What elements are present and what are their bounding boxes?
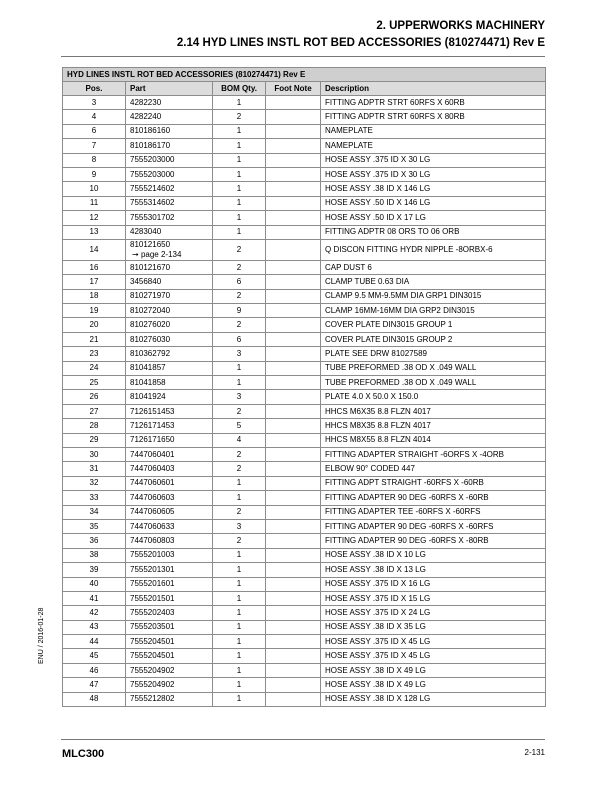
cell-description: HOSE ASSY .375 ID X 45 LG (321, 635, 546, 649)
cell-part: 7447060605 (126, 505, 213, 519)
cell-pos: 17 (63, 275, 126, 289)
cell-pos: 27 (63, 404, 126, 418)
col-header-foot-note: Foot Note (266, 82, 321, 96)
cell-pos: 19 (63, 304, 126, 318)
cell-foot-note (266, 167, 321, 181)
cell-description: ELBOW 90° CODED 447 (321, 462, 546, 476)
cell-foot-note (266, 519, 321, 533)
cell-description: FITTING ADPTR STRT 60RFS X 80RB (321, 110, 546, 124)
chapter-title: 2. UPPERWORKS MACHINERY (376, 20, 545, 32)
cell-pos: 30 (63, 447, 126, 461)
cell-description: FITTING ADPTR STRT 60RFS X 60RB (321, 96, 546, 110)
cell-part (126, 239, 213, 260)
arrow-right-icon: ➞ (132, 249, 141, 259)
cell-part: 7126171453 (126, 419, 213, 433)
cell-bom-qty: 3 (213, 347, 266, 361)
table-row (63, 563, 546, 577)
cell-pos: 44 (63, 635, 126, 649)
table-row (63, 678, 546, 692)
cell-foot-note (266, 124, 321, 138)
cell-bom-qty: 2 (213, 534, 266, 548)
cell-part: 810186160 (126, 124, 213, 138)
cell-part: 7555214602 (126, 182, 213, 196)
cell-bom-qty: 1 (213, 663, 266, 677)
col-header-part: Part (126, 82, 213, 96)
cell-description: COVER PLATE DIN3015 GROUP 2 (321, 332, 546, 346)
cell-part: 7555201003 (126, 548, 213, 562)
cell-part: 7555203501 (126, 620, 213, 634)
cell-bom-qty: 1 (213, 548, 266, 562)
cell-part: 7126151453 (126, 404, 213, 418)
cell-pos: 46 (63, 663, 126, 677)
section-title: 2.14 HYD LINES INSTL ROT BED ACCESSORIES (810274471) Rev E (176, 37, 545, 49)
cell-description: FITTING ADAPTER STRAIGHT -6ORFS X -4ORB (321, 447, 546, 461)
cell-pos: 7 (63, 139, 126, 153)
cell-part: 7126171650 (126, 433, 213, 447)
cell-foot-note (266, 96, 321, 110)
table-row (63, 404, 546, 418)
cell-foot-note (266, 692, 321, 706)
cell-part: 7447060601 (126, 476, 213, 490)
table-row (63, 318, 546, 332)
table-row (63, 182, 546, 196)
cell-pos: 38 (63, 548, 126, 562)
cell-part: 7447060401 (126, 447, 213, 461)
cell-foot-note (266, 447, 321, 461)
cell-part: 81041924 (126, 390, 213, 404)
cell-description: HOSE ASSY .375 ID X 15 LG (321, 591, 546, 605)
cell-description: HOSE ASSY .38 ID X 49 LG (321, 663, 546, 677)
cell-foot-note (266, 591, 321, 605)
table-row (63, 196, 546, 210)
cell-pos: 34 (63, 505, 126, 519)
table-row (63, 577, 546, 591)
table-row (63, 663, 546, 677)
cell-foot-note (266, 433, 321, 447)
cell-description: FITTING ADPT STRAIGHT -60RFS X -60RB (321, 476, 546, 490)
cell-description: HOSE ASSY .38 ID X 146 LG (321, 182, 546, 196)
cell-part: 810276030 (126, 332, 213, 346)
cell-bom-qty: 6 (213, 332, 266, 346)
cell-bom-qty: 1 (213, 476, 266, 490)
cell-description: PLATE 4.0 X 50.0 X 150.0 (321, 390, 546, 404)
cell-description: CLAMP 9.5 MM-9.5MM DIA GRP1 DIN3015 (321, 289, 546, 303)
cell-bom-qty: 2 (213, 260, 266, 274)
cell-part: 7555201301 (126, 563, 213, 577)
table-row (63, 548, 546, 562)
cell-pos: 32 (63, 476, 126, 490)
cell-bom-qty: 2 (213, 318, 266, 332)
cell-description: HOSE ASSY .375 ID X 45 LG (321, 649, 546, 663)
cell-part: 810121670 (126, 260, 213, 274)
cell-pos: 6 (63, 124, 126, 138)
table-row (63, 692, 546, 706)
cell-pos: 20 (63, 318, 126, 332)
cell-bom-qty: 1 (213, 577, 266, 591)
cell-bom-qty: 2 (213, 404, 266, 418)
cell-description: TUBE PREFORMED .38 OD X .049 WALL (321, 376, 546, 390)
cell-pos: 29 (63, 433, 126, 447)
table-row (63, 591, 546, 605)
cell-foot-note (266, 678, 321, 692)
page-reference-text: page 2-134 (140, 249, 182, 259)
cell-description: COVER PLATE DIN3015 GROUP 1 (321, 318, 546, 332)
cell-description: HOSE ASSY .375 ID X 30 LG (321, 167, 546, 181)
col-header-bom-qty: BOM Qty. (213, 82, 266, 96)
parts-table (62, 67, 546, 707)
table-row (63, 476, 546, 490)
cell-foot-note (266, 211, 321, 225)
cell-part: 7447060803 (126, 534, 213, 548)
cell-description: HOSE ASSY .38 ID X 49 LG (321, 678, 546, 692)
cell-description: HOSE ASSY .38 ID X 13 LG (321, 563, 546, 577)
cell-part: 810362792 (126, 347, 213, 361)
cell-bom-qty: 2 (213, 462, 266, 476)
cell-foot-note (266, 110, 321, 124)
cell-part: 810186170 (126, 139, 213, 153)
table-row (63, 139, 546, 153)
cell-bom-qty: 1 (213, 678, 266, 692)
cell-foot-note (266, 563, 321, 577)
cell-part: 7555201501 (126, 591, 213, 605)
cell-foot-note (266, 239, 321, 260)
cell-description: HOSE ASSY .38 ID X 10 LG (321, 548, 546, 562)
cell-bom-qty: 1 (213, 620, 266, 634)
table-row (63, 332, 546, 346)
cell-foot-note (266, 491, 321, 505)
cell-bom-qty: 1 (213, 606, 266, 620)
cell-part: 7555202403 (126, 606, 213, 620)
cell-bom-qty: 1 (213, 225, 266, 239)
cell-description: NAMEPLATE (321, 124, 546, 138)
table-row (63, 110, 546, 124)
cell-foot-note (266, 476, 321, 490)
col-header-pos: Pos. (63, 82, 126, 96)
cell-foot-note (266, 663, 321, 677)
cell-foot-note (266, 534, 321, 548)
table-caption: HYD LINES INSTL ROT BED ACCESSORIES (810274471) Rev E (63, 68, 546, 82)
parts-table-body (63, 96, 546, 707)
cell-pos: 10 (63, 182, 126, 196)
cell-foot-note (266, 361, 321, 375)
cell-part: 4282240 (126, 110, 213, 124)
cell-description: FITTING ADAPTER 90 DEG -60RFS X -80RB (321, 534, 546, 548)
cell-description: HOSE ASSY .50 ID X 17 LG (321, 211, 546, 225)
table-row (63, 433, 546, 447)
cell-description: CAP DUST 6 (321, 260, 546, 274)
cell-bom-qty: 2 (213, 239, 266, 260)
cell-foot-note (266, 577, 321, 591)
cell-description: FITTING ADAPTER TEE -60RFS X -60RFS (321, 505, 546, 519)
cell-description: HOSE ASSY .375 ID X 24 LG (321, 606, 546, 620)
cell-bom-qty: 1 (213, 196, 266, 210)
cell-description: HHCS M8X35 8.8 FLZN 4017 (321, 419, 546, 433)
cell-part: 81041857 (126, 361, 213, 375)
table-row (63, 347, 546, 361)
cell-part: 7447060603 (126, 491, 213, 505)
footer-page-number: 2-131 (524, 748, 545, 757)
cell-bom-qty: 1 (213, 139, 266, 153)
table-row (63, 505, 546, 519)
cell-bom-qty: 5 (213, 419, 266, 433)
cell-bom-qty: 1 (213, 591, 266, 605)
cell-pos: 16 (63, 260, 126, 274)
cell-pos: 48 (63, 692, 126, 706)
cell-foot-note (266, 304, 321, 318)
cell-bom-qty: 3 (213, 519, 266, 533)
cell-description: TUBE PREFORMED .38 OD X .049 WALL (321, 361, 546, 375)
cell-foot-note (266, 260, 321, 274)
cell-part: 7555204902 (126, 678, 213, 692)
cell-bom-qty: 1 (213, 124, 266, 138)
cell-description: HOSE ASSY .375 ID X 30 LG (321, 153, 546, 167)
cell-description: NAMEPLATE (321, 139, 546, 153)
table-row (63, 606, 546, 620)
cell-foot-note (266, 649, 321, 663)
cell-pos: 3 (63, 96, 126, 110)
cell-pos: 11 (63, 196, 126, 210)
side-date-stamp: ENU / 2016-01-28 (38, 607, 45, 664)
cell-foot-note (266, 153, 321, 167)
table-row (63, 239, 546, 260)
col-header-description: Description (321, 82, 546, 96)
cell-description: Q DISCON FITTING HYDR NIPPLE -8ORBX-6 (321, 239, 546, 260)
table-row (63, 620, 546, 634)
cell-bom-qty: 1 (213, 563, 266, 577)
cell-pos: 25 (63, 376, 126, 390)
cell-pos: 42 (63, 606, 126, 620)
page-reference-link[interactable] (130, 250, 208, 260)
table-row (63, 491, 546, 505)
cell-foot-note (266, 390, 321, 404)
cell-pos: 21 (63, 332, 126, 346)
cell-description: FITTING ADAPTER 90 DEG -60RFS X -60RFS (321, 519, 546, 533)
cell-foot-note (266, 275, 321, 289)
table-row (63, 361, 546, 375)
cell-pos: 35 (63, 519, 126, 533)
cell-description: HOSE ASSY .375 ID X 16 LG (321, 577, 546, 591)
cell-pos: 47 (63, 678, 126, 692)
cell-bom-qty: 9 (213, 304, 266, 318)
cell-foot-note (266, 404, 321, 418)
cell-pos: 9 (63, 167, 126, 181)
cell-part: 7555204501 (126, 635, 213, 649)
table-row (63, 304, 546, 318)
table-row (63, 289, 546, 303)
cell-foot-note (266, 419, 321, 433)
cell-pos: 14 (63, 239, 126, 260)
cell-bom-qty: 2 (213, 505, 266, 519)
cell-description: CLAMP 16MM-16MM DIA GRP2 DIN3015 (321, 304, 546, 318)
table-row (63, 390, 546, 404)
cell-part: 4282230 (126, 96, 213, 110)
part-number: 810121650 (130, 239, 171, 249)
table-row (63, 519, 546, 533)
cell-foot-note (266, 182, 321, 196)
cell-part: 7555204501 (126, 649, 213, 663)
cell-part: 3456840 (126, 275, 213, 289)
table-row (63, 124, 546, 138)
cell-bom-qty: 2 (213, 447, 266, 461)
cell-foot-note (266, 548, 321, 562)
cell-bom-qty: 1 (213, 376, 266, 390)
cell-foot-note (266, 376, 321, 390)
table-row (63, 447, 546, 461)
cell-description: FITTING ADPTR 08 ORS TO 06 ORB (321, 225, 546, 239)
cell-foot-note (266, 347, 321, 361)
table-row (63, 419, 546, 433)
cell-pos: 24 (63, 361, 126, 375)
cell-bom-qty: 1 (213, 649, 266, 663)
cell-foot-note (266, 462, 321, 476)
cell-pos: 23 (63, 347, 126, 361)
cell-part: 7555204902 (126, 663, 213, 677)
cell-part: 4283040 (126, 225, 213, 239)
table-row (63, 534, 546, 548)
header-divider (61, 56, 545, 57)
cell-description: CLAMP TUBE 0.63 DIA (321, 275, 546, 289)
cell-pos: 31 (63, 462, 126, 476)
cell-foot-note (266, 318, 321, 332)
cell-pos: 13 (63, 225, 126, 239)
cell-part: 7555203000 (126, 167, 213, 181)
table-row (63, 211, 546, 225)
cell-part: 810276020 (126, 318, 213, 332)
cell-pos: 8 (63, 153, 126, 167)
cell-pos: 39 (63, 563, 126, 577)
cell-pos: 36 (63, 534, 126, 548)
cell-foot-note (266, 196, 321, 210)
cell-pos: 26 (63, 390, 126, 404)
cell-pos: 41 (63, 591, 126, 605)
cell-bom-qty: 6 (213, 275, 266, 289)
cell-bom-qty: 1 (213, 692, 266, 706)
cell-bom-qty: 2 (213, 110, 266, 124)
cell-bom-qty: 4 (213, 433, 266, 447)
table-row (63, 462, 546, 476)
cell-description: HHCS M6X35 8.8 FLZN 4017 (321, 404, 546, 418)
cell-pos: 4 (63, 110, 126, 124)
footer-divider (61, 739, 545, 740)
cell-description: PLATE SEE DRW 81027589 (321, 347, 546, 361)
cell-bom-qty: 1 (213, 96, 266, 110)
cell-part: 7555203000 (126, 153, 213, 167)
footer-model: MLC300 (62, 748, 105, 760)
cell-part: 7555201601 (126, 577, 213, 591)
cell-part: 7555314602 (126, 196, 213, 210)
cell-bom-qty: 2 (213, 289, 266, 303)
cell-bom-qty: 1 (213, 491, 266, 505)
cell-bom-qty: 1 (213, 153, 266, 167)
cell-description: HOSE ASSY .38 ID X 35 LG (321, 620, 546, 634)
table-row (63, 167, 546, 181)
cell-foot-note (266, 635, 321, 649)
cell-pos: 45 (63, 649, 126, 663)
table-row (63, 376, 546, 390)
cell-pos: 33 (63, 491, 126, 505)
cell-part: 7555301702 (126, 211, 213, 225)
cell-part: 7555212802 (126, 692, 213, 706)
table-row (63, 225, 546, 239)
cell-part: 810271970 (126, 289, 213, 303)
table-row (63, 96, 546, 110)
cell-part: 7447060403 (126, 462, 213, 476)
cell-foot-note (266, 505, 321, 519)
cell-part: 7447060633 (126, 519, 213, 533)
table-row (63, 635, 546, 649)
cell-part: 81041858 (126, 376, 213, 390)
cell-foot-note (266, 139, 321, 153)
table-row (63, 649, 546, 663)
cell-pos: 28 (63, 419, 126, 433)
cell-foot-note (266, 606, 321, 620)
table-row (63, 275, 546, 289)
cell-bom-qty: 1 (213, 635, 266, 649)
cell-description: HOSE ASSY .38 ID X 128 LG (321, 692, 546, 706)
cell-pos: 12 (63, 211, 126, 225)
cell-part: 810272040 (126, 304, 213, 318)
cell-bom-qty: 1 (213, 167, 266, 181)
cell-description: FITTING ADAPTER 90 DEG -60RFS X -60RB (321, 491, 546, 505)
cell-bom-qty: 1 (213, 182, 266, 196)
cell-foot-note (266, 332, 321, 346)
table-row (63, 153, 546, 167)
cell-bom-qty: 1 (213, 361, 266, 375)
cell-description: HHCS M8X55 8.8 FLZN 4014 (321, 433, 546, 447)
cell-description: HOSE ASSY .50 ID X 146 LG (321, 196, 546, 210)
cell-pos: 40 (63, 577, 126, 591)
cell-bom-qty: 1 (213, 211, 266, 225)
cell-pos: 43 (63, 620, 126, 634)
cell-foot-note (266, 289, 321, 303)
cell-foot-note (266, 225, 321, 239)
table-row (63, 260, 546, 274)
cell-bom-qty: 3 (213, 390, 266, 404)
cell-pos: 18 (63, 289, 126, 303)
cell-foot-note (266, 620, 321, 634)
